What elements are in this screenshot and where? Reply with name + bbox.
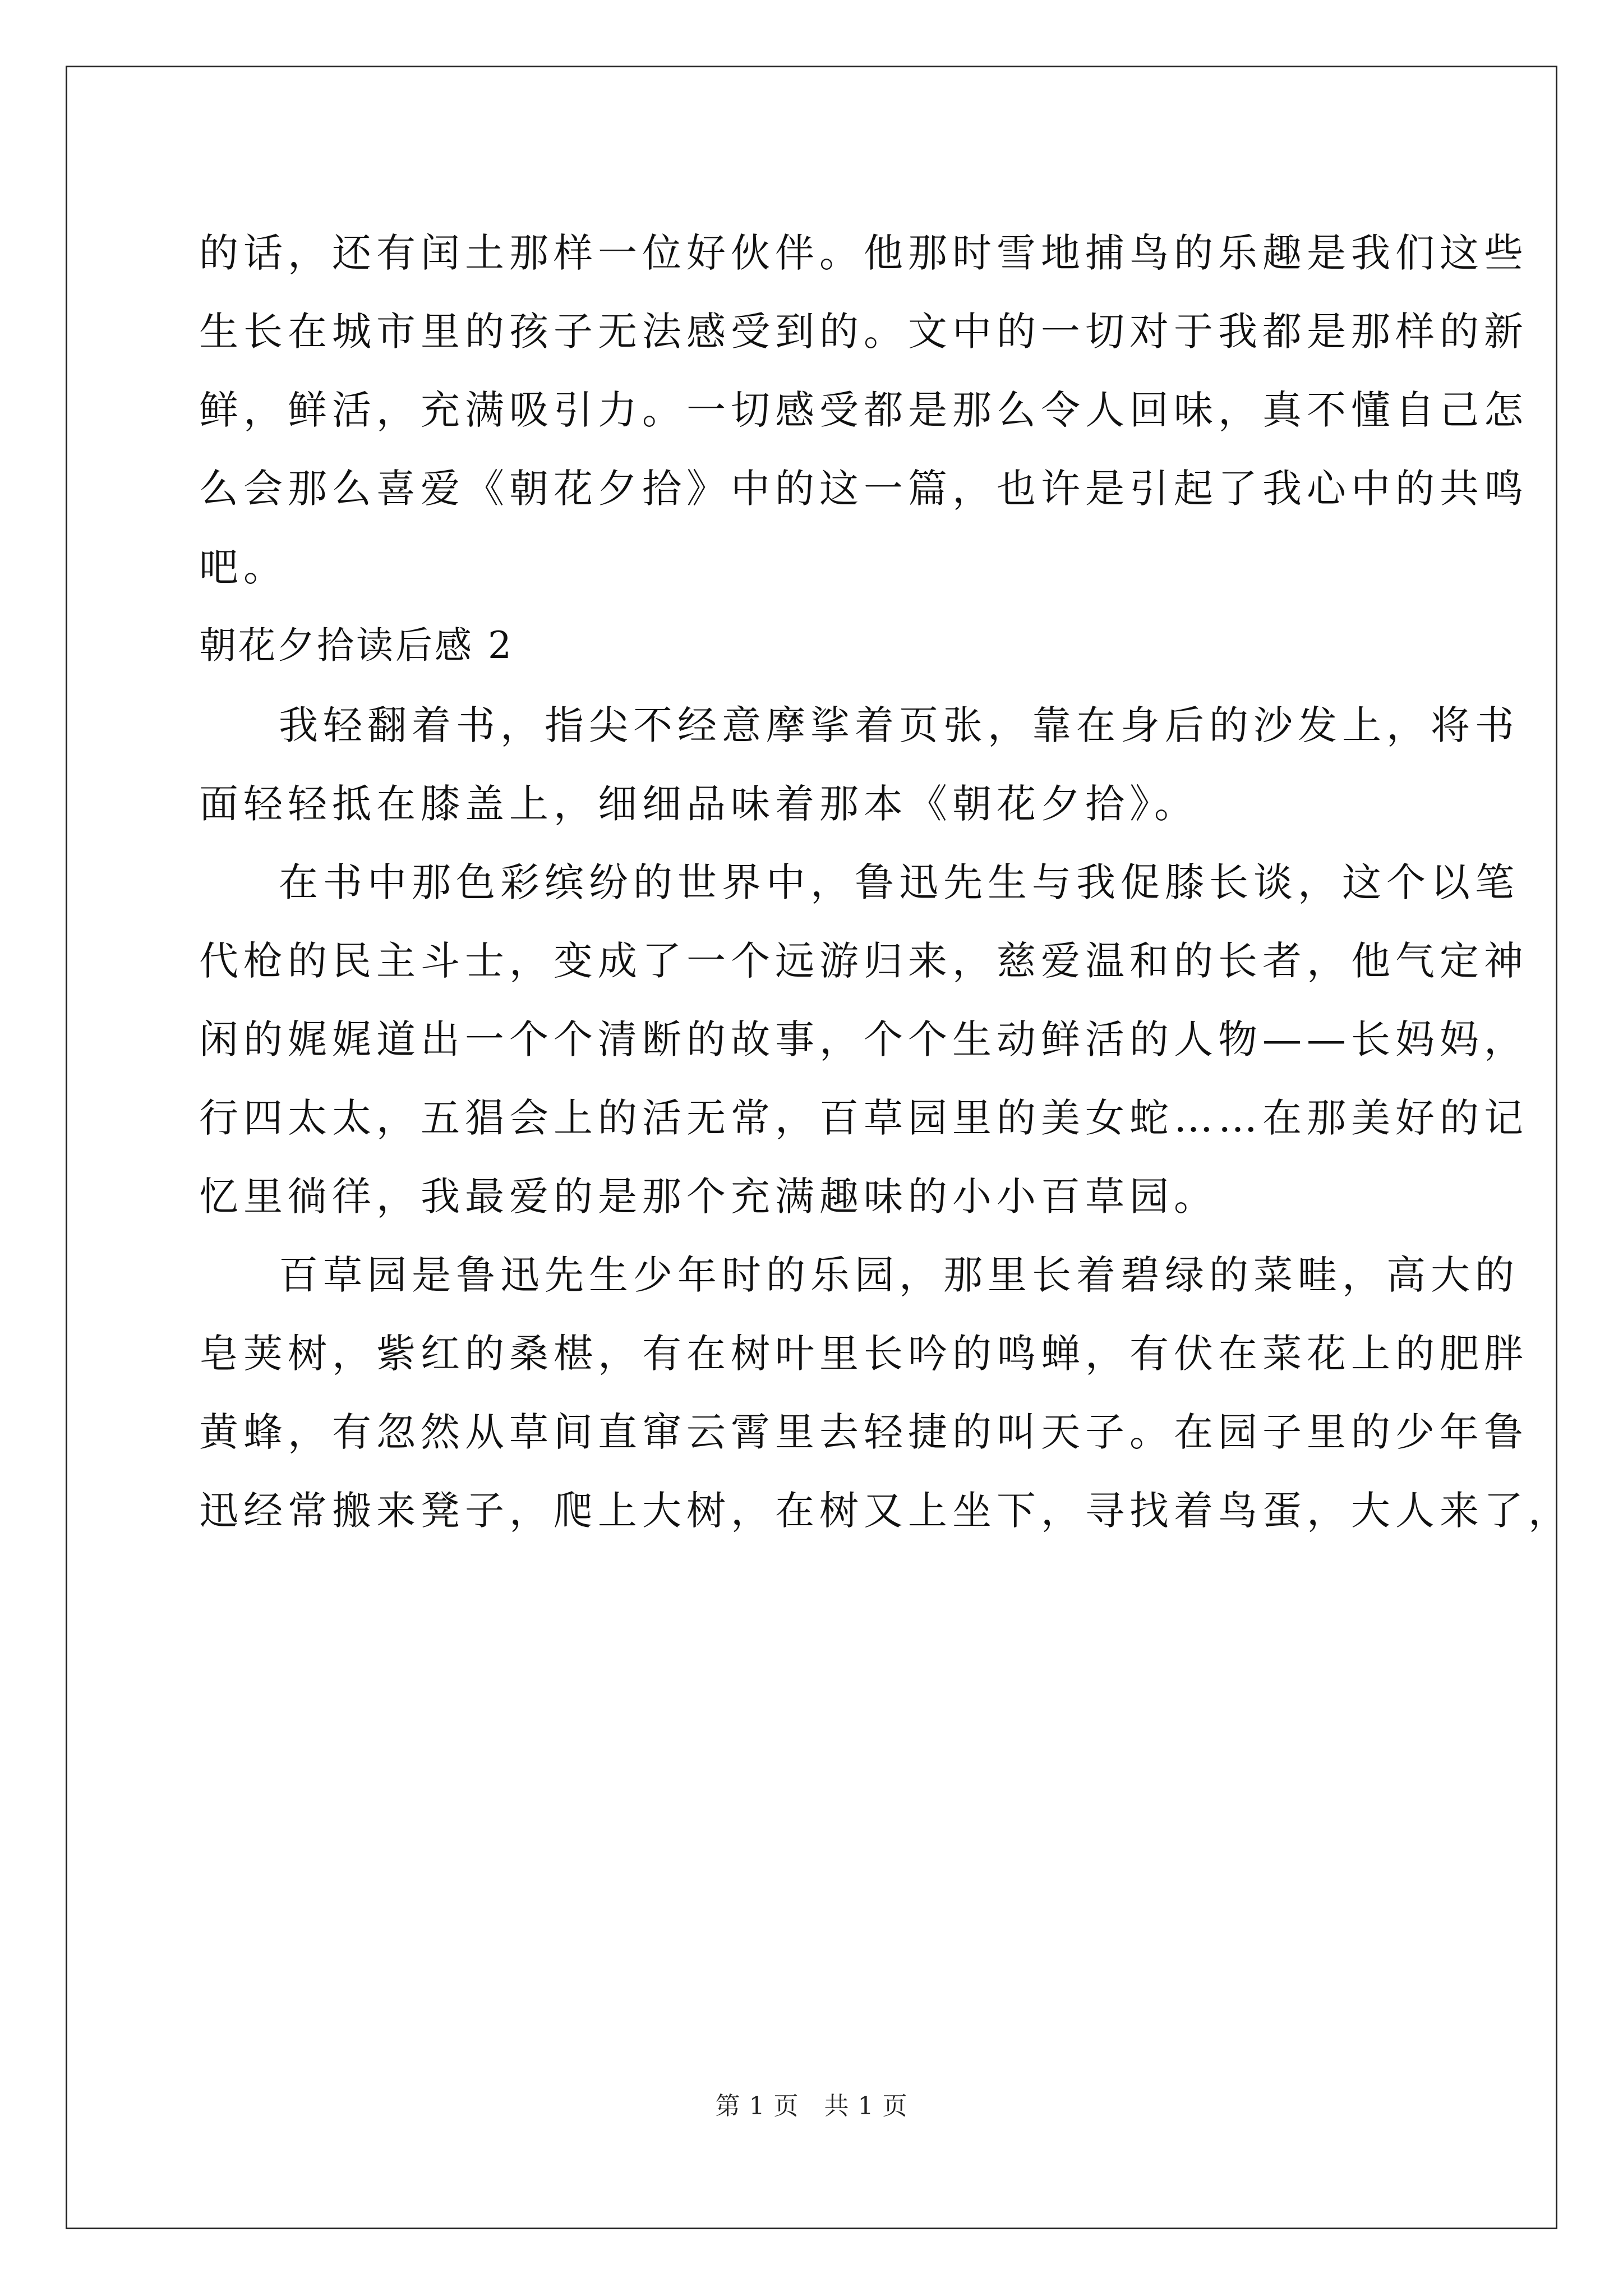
paragraph-line: 闲的娓娓道出一个个清断的故事，个个生动鲜活的人物——长妈妈，: [199, 1016, 1528, 1062]
paragraph-line: 忆里徜徉，我最爱的是那个充满趣味的小小百草园。: [199, 1174, 1218, 1220]
body-line: 吧。: [199, 544, 288, 590]
paragraph-line: 面轻轻抵在膝盖上，细细品味着那本《朝花夕拾》。: [199, 781, 1198, 827]
paragraph-line: 在书中那色彩缤纷的世界中，鲁迅先生与我促膝长谈，这个以笔: [279, 859, 1519, 905]
page-footer: 第 1 页 共 1 页: [715, 2092, 908, 2120]
paragraph-line: 我轻翻着书，指尖不经意摩挲着页张，靠在身后的沙发上，将书: [279, 702, 1519, 748]
body-line: 鲜，鲜活，充满吸引力。一切感受都是那么令人回味，真不懂自己怎: [199, 387, 1528, 433]
body-line: 的话，还有闰土那样一位好伙伴。他那时雪地捕鸟的乐趣是我们这些: [199, 230, 1528, 276]
section-heading: 朝花夕拾读后感 2: [199, 624, 514, 667]
body-line: 么会那么喜爱《朝花夕拾》中的这一篇，也许是引起了我心中的共鸣: [199, 466, 1528, 512]
paragraph-line: 皂荚树，紫红的桑椹，有在树叶里长吟的鸣蝉，有伏在菜花上的肥胖: [199, 1331, 1528, 1377]
paragraph-line: 黄蜂，有忽然从草间直窜云霄里去轻捷的叫天子。在园子里的少年鲁: [199, 1409, 1528, 1455]
body-line: 生长在城市里的孩子无法感受到的。文中的一切对于我都是那样的新: [199, 309, 1528, 355]
paragraph-line: 迅经常搬来凳子，爬上大树，在树又上坐下，寻找着鸟蛋，大人来了，: [199, 1488, 1573, 1534]
paragraph-line: 百草园是鲁迅先生少年时的乐园，那里长着碧绿的菜畦，高大的: [279, 1252, 1519, 1298]
paragraph-line: 代枪的民主斗士，变成了一个远游归来，慈爱温和的长者，他气定神: [199, 938, 1528, 984]
paragraph-line: 行四太太，五猖会上的活无常，百草园里的美女蛇……在那美好的记: [199, 1095, 1528, 1141]
